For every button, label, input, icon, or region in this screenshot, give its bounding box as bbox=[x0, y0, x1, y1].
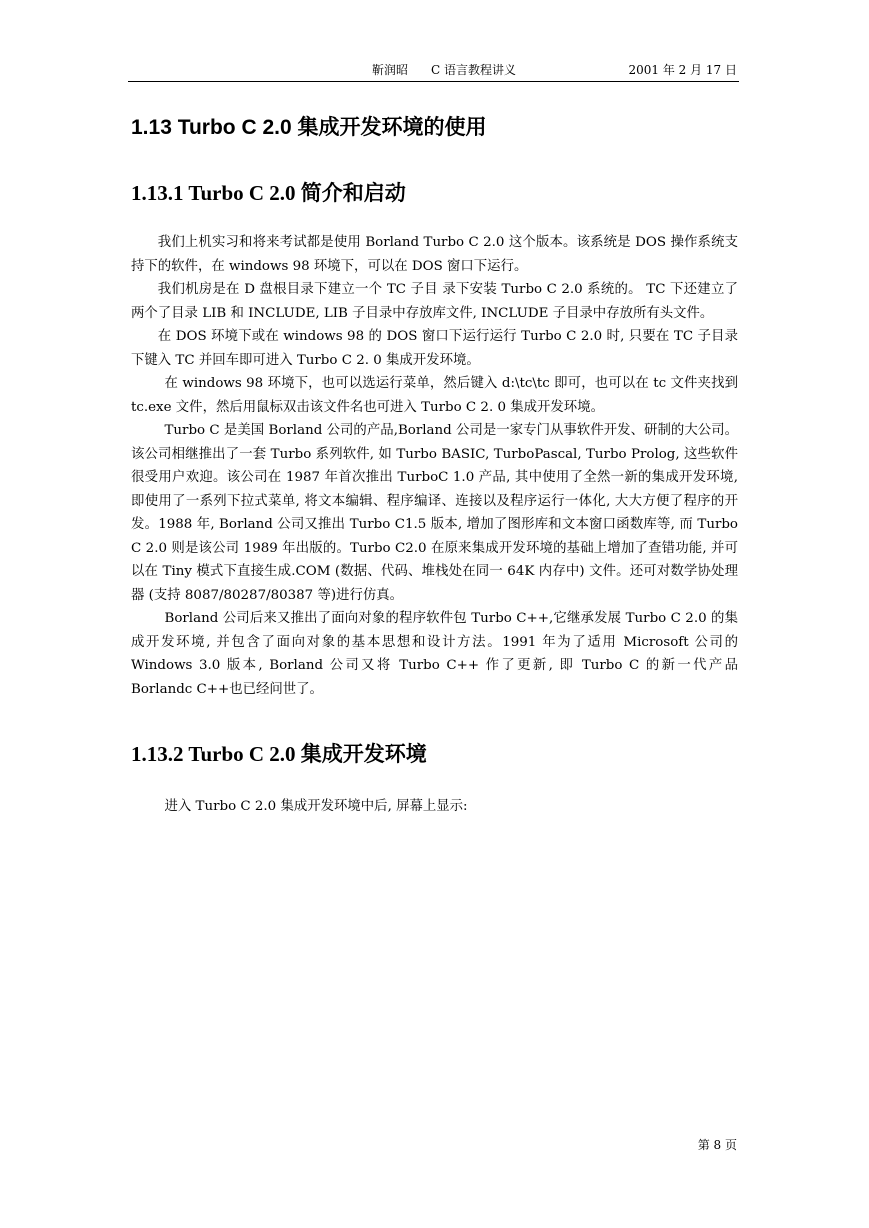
page-header bbox=[128, 63, 739, 82]
paragraph-intro: 进入 Turbo C 2.0 集成开发环境中后, 屏幕上显示: bbox=[164, 799, 468, 814]
header-course-title: C 语言教程讲义 bbox=[431, 63, 516, 77]
paragraph: 我们机房是在 D 盘根目录下建立一个 TC 子目 录下安装 Turbo C 2.0 系统的。 TC 下还建立了两个了目录 LIB 和 INCLUDE, LIB 子目录中存放库文件, INCLUDE 子目录中存放所有头文件。 bbox=[131, 282, 738, 321]
paragraph: 在 DOS 环境下或在 windows 98 的 DOS 窗口下运行运行 Turbo C 2.0 时, 只要在 TC 子目录下键入 TC 并回车即可进入 Turbo C 2. 0 集成开发环境。 bbox=[131, 329, 738, 368]
paragraph: Turbo C 是美国 Borland 公司的产品,Borland 公司是一家专门从事软件开发、研制的大公司。该公司相继推出了一套 Turbo 系列软件, 如 Turbo BASIC, TurboPascal, Turbo Prolog, 这些软件很受用户欢迎。该公司在 1987 年首次推出 TurboC 1.0 产品, 其中使用了全然一新的集成开发环境, 即使用了一系列下拉式菜单, 将文本编辑、程序编译、连接以及程序运行一体化, 大大方便了程序的开发。1988 年, Borland 公司又推出 Turbo C1.5 版本, 增加了图形库和文本窗口函数库等, 而 Turbo C 2.0 则是该公司 1989 年出版的。Turbo C2.0 在原来集成开发环境的基础上增加了查错功能, 并可以在 Tiny 模式下直接生成.COM (数据、代码、堆栈处在同一 64K 内存中) 文件。还可对数学协处理器 (支持 8087/80287/80387 等)进行仿真。 bbox=[131, 423, 738, 603]
section-title: 1.13 Turbo C 2.0 集成开发环境的使用 bbox=[131, 116, 487, 139]
paragraph: 我们上机实习和将来考试都是使用 Borland Turbo C 2.0 这个版本。该系统是 DOS 操作系统支持下的软件，在 windows 98 环境下，可以在 DOS 窗口下运行。 bbox=[131, 235, 738, 274]
header-date: 2001 年 2 月 17 日 bbox=[628, 63, 737, 77]
body-text bbox=[131, 231, 738, 701]
paragraph: Borland 公司后来又推出了面向对象的程序软件包 Turbo C++,它继承发展 Turbo C 2.0 的集成开发环境, 并包含了面向对象的基本思想和设计方法。1991 年为了适用 Microsoft 公司的 Windows 3.0 版本, Borland 公司又将 Turbo C++ 作了更新, 即 Turbo C 的新一代产品 Borlandc C++也已经问世了。 bbox=[131, 611, 738, 697]
header-author: 靳润昭 bbox=[372, 63, 409, 77]
paragraph: 在 windows 98 环境下，也可以选运行菜单，然后键入 d:\tc\tc 即可，也可以在 tc 文件夹找到 tc.exe 文件，然后用鼠标双击该文件名也可进入 Turbo C 2. 0 集成开发环境。 bbox=[131, 376, 738, 415]
subsection-title-intro: 1.13.1 Turbo C 2.0 简介和启动 bbox=[131, 181, 406, 205]
subsection-title-ide: 1.13.2 Turbo C 2.0 集成开发环境 bbox=[131, 742, 427, 766]
page-number: 第 8 页 bbox=[697, 1138, 737, 1152]
